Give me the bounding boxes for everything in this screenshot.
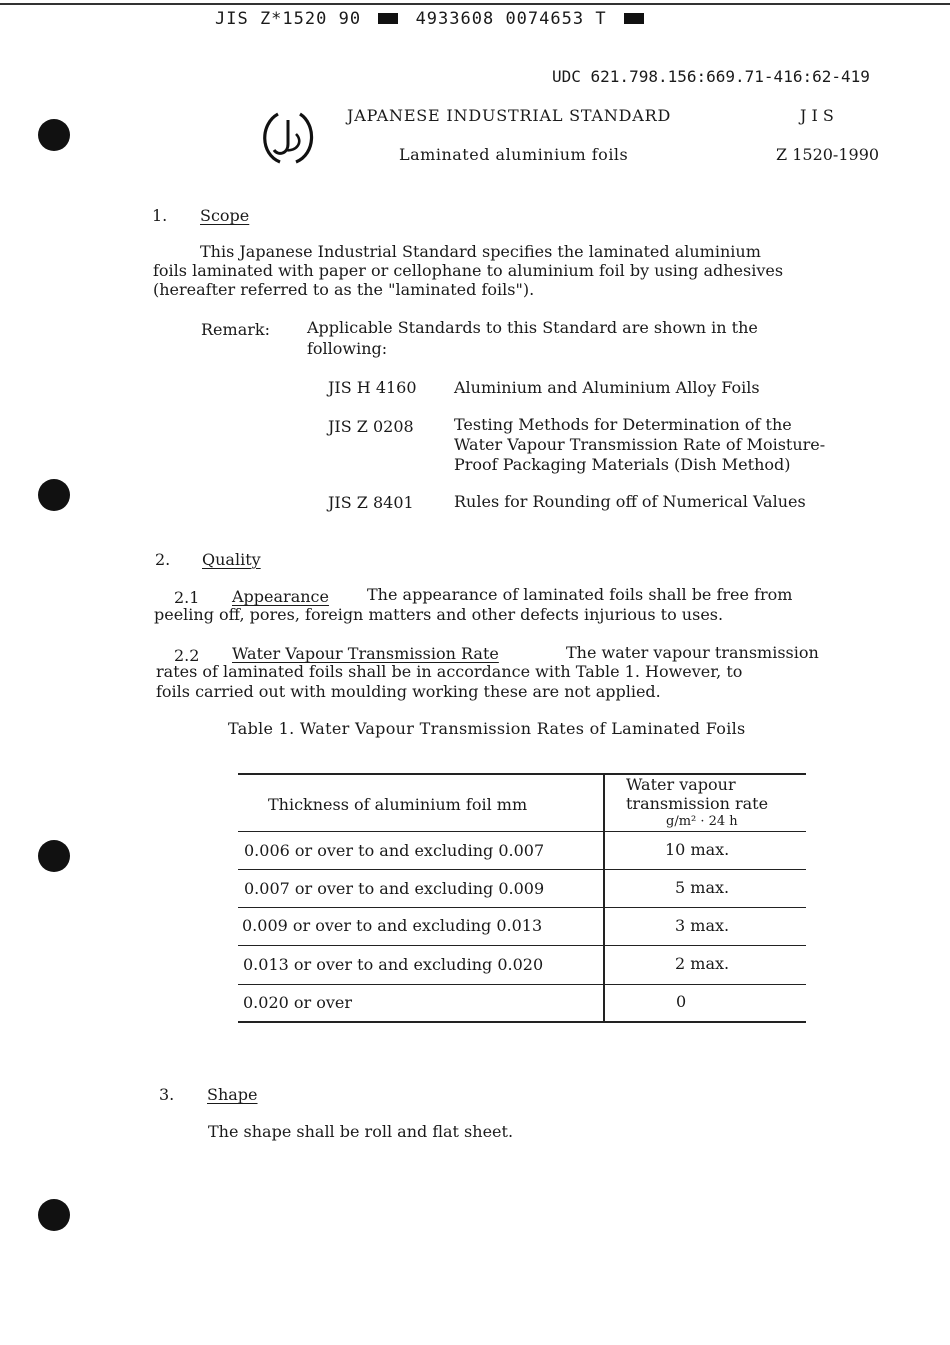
scan-top-edge — [0, 3, 950, 5]
reference-title: Water Vapour Transmission Rate of Moisture- — [454, 435, 826, 454]
standard-number: Z 1520-1990 — [776, 145, 880, 164]
section-heading: Shape — [207, 1085, 258, 1104]
table-cell-thickness: 0.020 or over — [243, 993, 353, 1012]
wvtr-text-line: foils carried out with moulding working these are not applied. — [156, 682, 661, 701]
remark-text-line: Applicable Standards to this Standard are shown in the — [307, 318, 758, 337]
scope-text-line: (hereafter referred to as the "laminated foils"). — [153, 280, 535, 299]
remark-label: Remark: — [201, 320, 270, 339]
table-cell-thickness: 0.009 or over to and excluding 0.013 — [242, 916, 543, 935]
document-code-part1: JIS Z*1520 90 — [215, 9, 362, 29]
subsection-heading: Water Vapour Transmission Rate — [232, 644, 499, 663]
punch-hole — [38, 479, 70, 511]
section-number: 2. — [155, 550, 171, 569]
section-heading: Quality — [202, 550, 261, 569]
table-cell-rate: 3 max. — [675, 916, 730, 935]
table-cell-thickness: 0.013 or over to and excluding 0.020 — [243, 955, 544, 974]
table-header-rate: Water vapour — [626, 775, 736, 794]
udc-number: UDC 621.798.156:669.71-416:62-419 — [552, 67, 870, 86]
table-rule — [238, 1021, 806, 1023]
reference-title: Rules for Rounding off of Numerical Values — [454, 492, 806, 511]
table-cell-rate: 10 max. — [665, 840, 730, 859]
document-code-line — [215, 9, 644, 29]
reference-title: Aluminium and Aluminium Alloy Foils — [454, 378, 760, 397]
punch-hole — [38, 840, 70, 872]
table-rule — [238, 984, 806, 985]
section-number: 1. — [152, 206, 168, 225]
jis-mark: J I S — [800, 106, 834, 125]
redaction-bar — [378, 13, 398, 24]
table-rule — [238, 831, 806, 832]
document-title: Laminated aluminium foils — [399, 145, 629, 164]
table-header-rate: transmission rate — [626, 794, 769, 813]
table-header-unit: g/m² · 24 h — [666, 814, 738, 829]
table-cell-thickness: 0.006 or over to and excluding 0.007 — [244, 841, 545, 860]
table-rule — [238, 945, 806, 946]
redaction-bar — [624, 13, 644, 24]
document-code-part2: 4933608 0074653 T — [415, 9, 607, 29]
reference-title: Proof Packaging Materials (Dish Method) — [454, 455, 791, 474]
scope-text-line: This Japanese Industrial Standard specifies the laminated aluminium — [200, 242, 761, 261]
table-cell-rate: 5 max. — [675, 878, 730, 897]
section-heading: Scope — [200, 206, 250, 225]
table-header-thickness: Thickness of aluminium foil mm — [268, 795, 528, 814]
table-cell-rate: 2 max. — [675, 954, 730, 973]
subsection-number: 2.1 — [174, 588, 200, 607]
jis-logo-icon — [256, 106, 320, 170]
reference-code: JIS H 4160 — [328, 378, 417, 397]
appearance-text-line: The appearance of laminated foils shall be free from — [367, 585, 793, 604]
table-column-divider — [603, 773, 605, 1023]
table-caption: Table 1. Water Vapour Transmission Rates of Laminated Foils — [228, 719, 746, 738]
wvtr-text-line: The water vapour transmission — [566, 643, 819, 662]
subsection-heading: Appearance — [232, 587, 329, 606]
table-cell-rate: 0 — [676, 992, 687, 1011]
reference-title: Testing Methods for Determination of the — [454, 415, 792, 434]
punch-hole — [38, 1199, 70, 1231]
table-cell-thickness: 0.007 or over to and excluding 0.009 — [244, 879, 545, 898]
table-rule — [238, 869, 806, 870]
section-number: 3. — [159, 1085, 175, 1104]
wvtr-text-line: rates of laminated foils shall be in accordance with Table 1. However, to — [156, 662, 743, 681]
shape-text: The shape shall be roll and flat sheet. — [208, 1122, 514, 1141]
standard-type: JAPANESE INDUSTRIAL STANDARD — [347, 106, 672, 125]
reference-code: JIS Z 8401 — [328, 493, 414, 512]
table-rule — [238, 907, 806, 908]
subsection-number: 2.2 — [174, 646, 200, 665]
remark-text-line: following: — [307, 339, 388, 358]
reference-code: JIS Z 0208 — [328, 417, 414, 436]
appearance-text-line: peeling off, pores, foreign matters and other defects injurious to uses. — [154, 605, 724, 624]
punch-hole — [38, 119, 70, 151]
scope-text-line: foils laminated with paper or cellophane to aluminium foil by using adhesives — [153, 261, 784, 280]
